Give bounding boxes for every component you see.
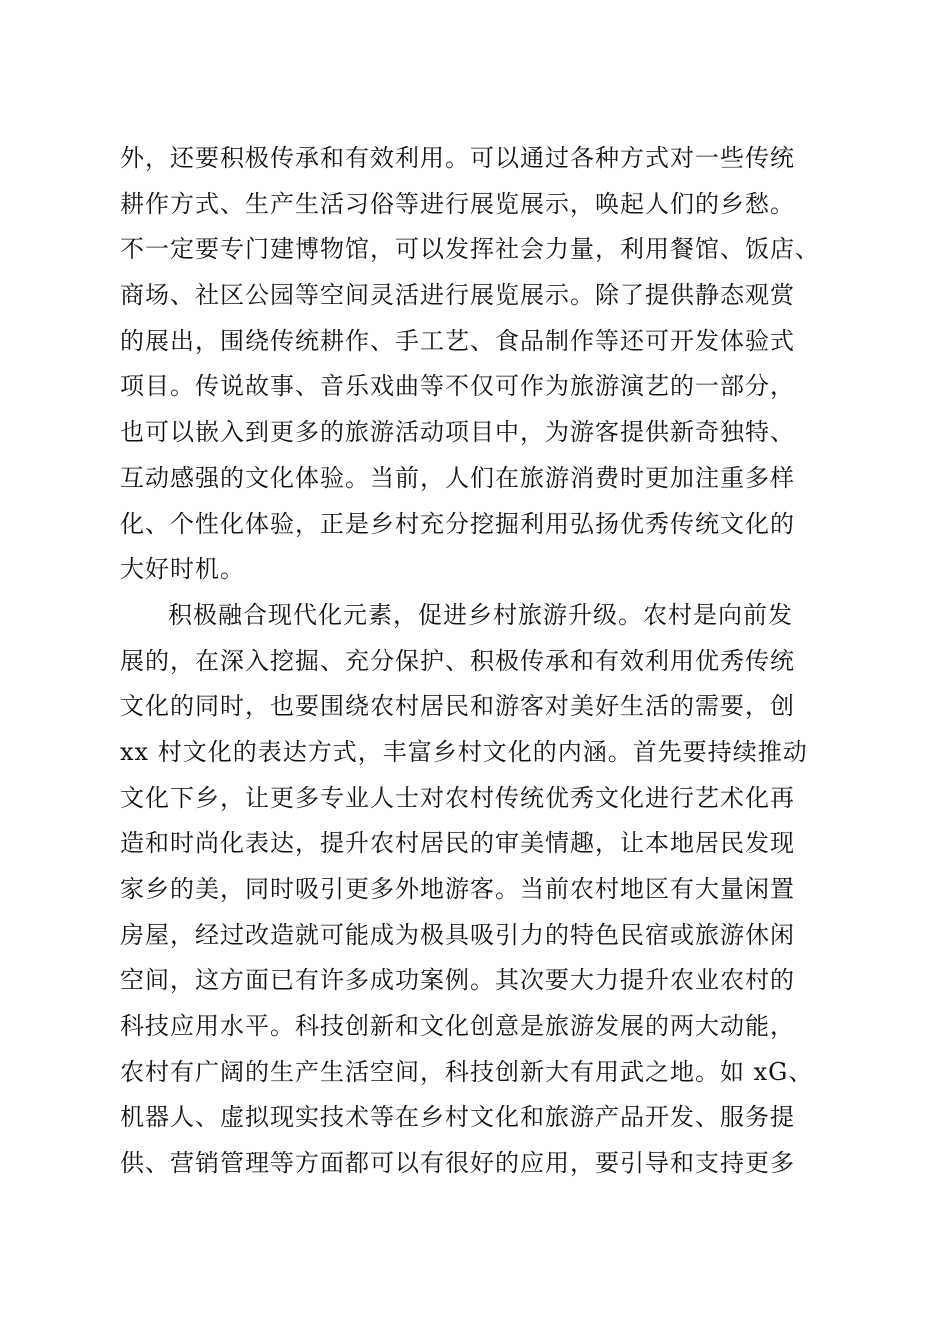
text-line: 供、营销管理等方面都可以有很好的应用，要引导和支持更多	[120, 1149, 795, 1178]
text-line: 大好时机。	[120, 555, 245, 584]
text-line: 的展出，围绕传统耕作、手工艺、食品制作等还可开发体验式	[120, 326, 795, 355]
document-body	[120, 136, 850, 1187]
text-line: 外，还要积极传承和有效利用。可以通过各种方式对一些传统	[120, 144, 795, 172]
text-line: 造和时尚化表达，提升农村居民的审美情趣，让本地居民发现	[120, 829, 795, 858]
text-line: 项目。传说故事、音乐戏曲等不仅可作为旅游演艺的一部分，	[120, 372, 795, 401]
text-line: xx 村文化的表达方式，丰富乡村文化的内涵。首先要持续推动	[120, 737, 808, 766]
text-line: 空间，这方面已有许多成功案例。其次要大力提升农业农村的	[120, 966, 795, 995]
text-line: 文化下乡，让更多专业人士对农村传统优秀文化进行艺术化再	[120, 783, 795, 812]
text-line: 商场、社区公园等空间灵活进行展览展示。除了提供静态观赏	[120, 281, 795, 310]
paragraph-start-line: 积极融合现代化元素，促进乡村旅游升级。农村是向前发	[168, 600, 793, 629]
text-line: 耕作方式、生产生活习俗等进行展览展示，唤起人们的乡愁。	[120, 189, 795, 218]
text-line: 机器人、虚拟现实技术等在乡村文化和旅游产品开发、服务提	[120, 1103, 795, 1132]
text-line: 化、个性化体验，正是乡村充分挖掘利用弘扬优秀传统文化的	[120, 509, 795, 538]
text-line: 农村有广阔的生产生活空间，科技创新大有用武之地。如 xG、	[120, 1057, 814, 1086]
text-line: 也可以嵌入到更多的旅游活动项目中，为游客提供新奇独特、	[120, 418, 795, 447]
text-line: 不一定要专门建博物馆，可以发挥社会力量，利用餐馆、饭店、	[120, 235, 820, 264]
text-line: 家乡的美，同时吸引更多外地游客。当前农村地区有大量闲置	[120, 875, 795, 903]
text-line: 科技应用水平。科技创新和文化创意是旅游发展的两大动能，	[120, 1012, 795, 1041]
text-line: 互动感强的文化体验。当前，人们在旅游消费时更加注重多样	[120, 463, 795, 492]
text-line: 文化的同时，也要围绕农村居民和游客对美好生活的需要，创	[120, 692, 795, 721]
text-line: 房屋，经过改造就可能成为极具吸引力的特色民宿或旅游休闲	[120, 920, 795, 949]
text-line: 展的，在深入挖掘、充分保护、积极传承和有效利用优秀传统	[120, 646, 795, 675]
